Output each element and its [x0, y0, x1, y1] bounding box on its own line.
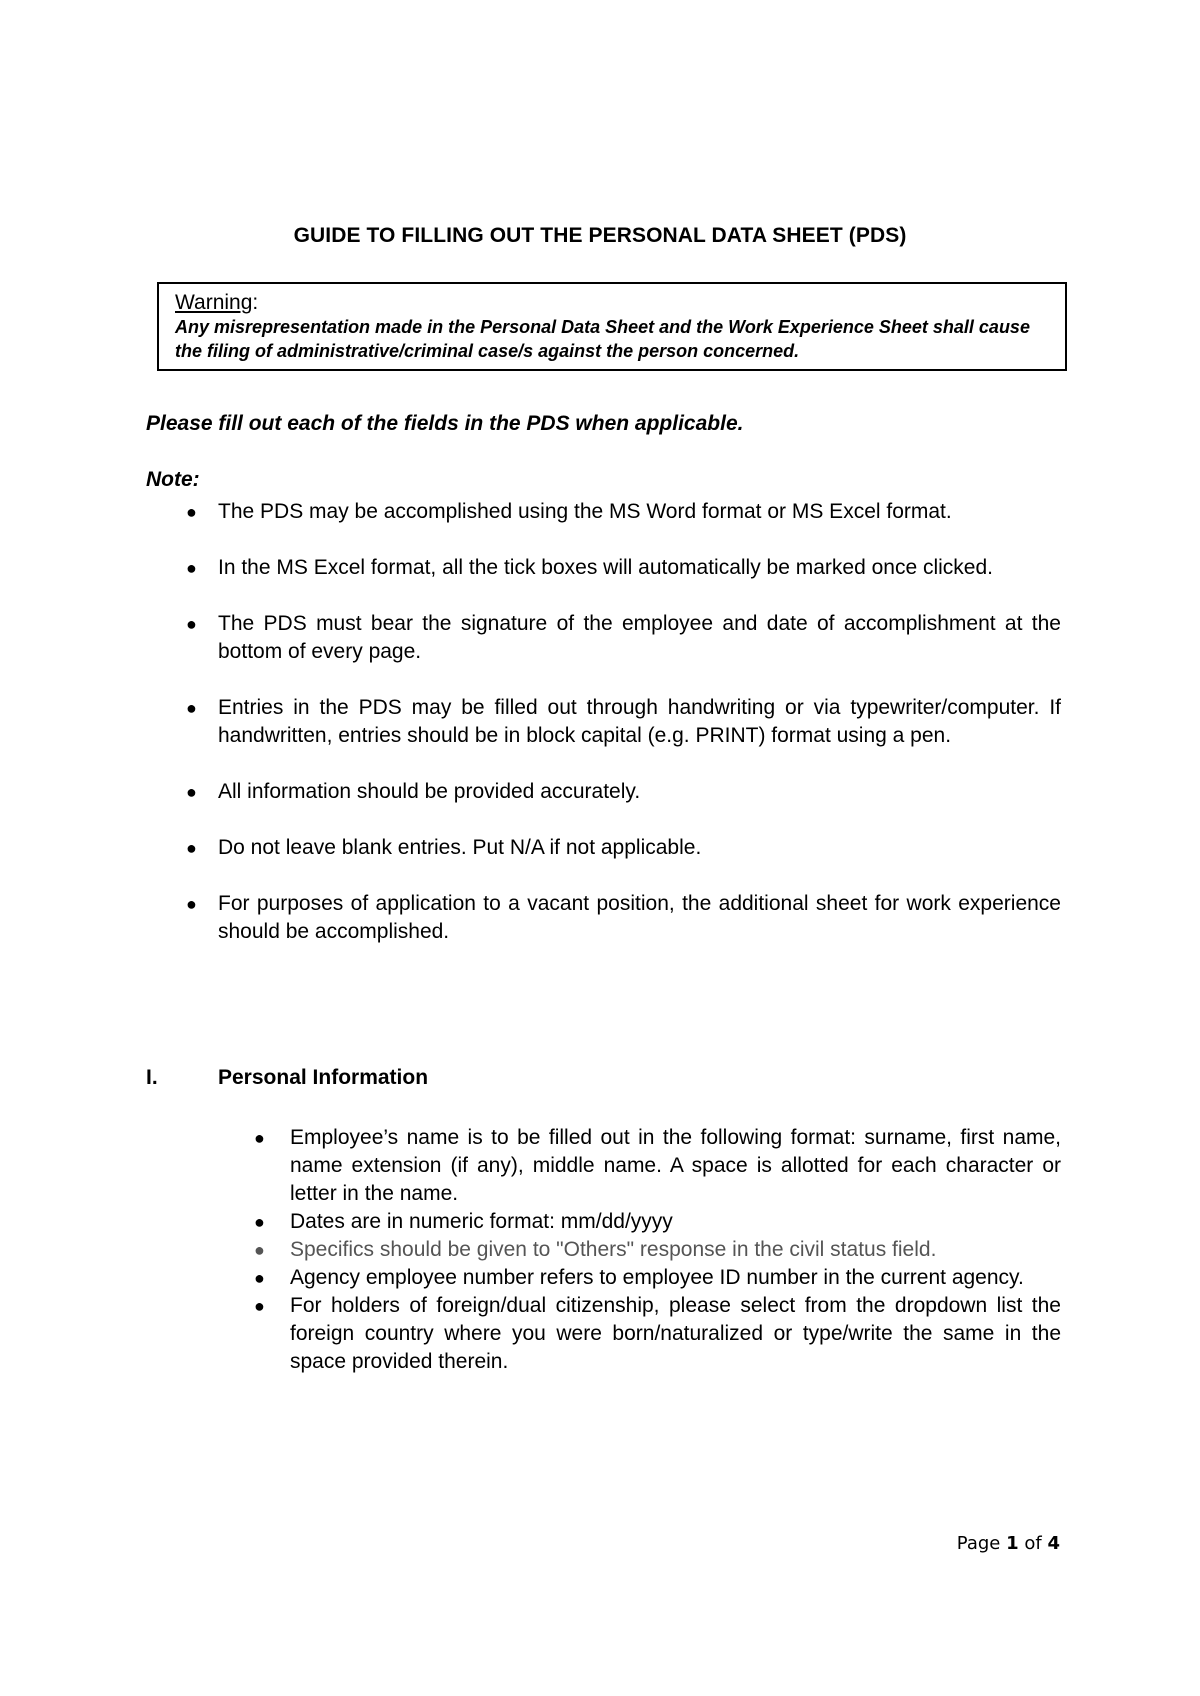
personal-info-item: [254, 1124, 1061, 1208]
lead-instruction: Please fill out each of the fields in the PDS when applicable.: [146, 412, 744, 435]
warning-box: [157, 282, 1067, 371]
note-item: [146, 890, 1061, 946]
bullet-icon: ●: [186, 894, 197, 914]
note-item: [146, 498, 1061, 526]
warning-heading: [175, 290, 1049, 315]
personal-info-item: [254, 1292, 1061, 1376]
warning-heading-colon: :: [252, 291, 259, 314]
note-text: Do not leave blank entries. Put N/A if not applicable.: [218, 836, 702, 859]
personal-info-text: Dates are in numeric format: mm/dd/yyyy: [290, 1210, 673, 1233]
personal-information-list: [254, 1124, 1061, 1376]
note-list: [146, 498, 1061, 974]
bullet-icon: ●: [186, 614, 197, 634]
footer-page-total: 4: [1047, 1533, 1060, 1554]
note-text: In the MS Excel format, all the tick boxes will automatically be marked once clicked.: [218, 556, 993, 579]
bullet-icon: ●: [254, 1212, 265, 1232]
personal-info-text: For holders of foreign/dual citizenship, please select from the dropdown list the foreign country where you were born/naturalized or type/write the same in the space provided therein.: [290, 1294, 1061, 1373]
note-text: Entries in the PDS may be filled out through handwriting or via typewriter/computer. If handwritten, entries should be in block capital (e.g. PRINT) format using a pen.: [218, 696, 1061, 747]
bullet-icon: ●: [186, 698, 197, 718]
personal-info-item: [254, 1236, 1061, 1264]
bullet-icon: ●: [254, 1296, 265, 1316]
bullet-icon: ●: [254, 1240, 265, 1260]
note-item: [146, 778, 1061, 806]
note-text: All information should be provided accurately.: [218, 780, 641, 803]
note-text: The PDS must bear the signature of the employee and date of accomplishment at the bottom of every page.: [218, 612, 1061, 663]
section-number: I.: [146, 1066, 158, 1089]
warning-text: Any misrepresentation made in the Personal Data Sheet and the Work Experience Sheet shall cause the filing of administrative/criminal case/s against the person concerned.: [175, 317, 1030, 361]
footer-of-word: of: [1024, 1533, 1042, 1554]
footer-page-current: 1: [1006, 1533, 1019, 1554]
personal-info-text: Employee’s name is to be filled out in the following format: surname, first name, name extension (if any), middle name. A space is allotted for each character or letter in the name.: [290, 1126, 1061, 1205]
bullet-icon: ●: [254, 1128, 265, 1148]
note-text: The PDS may be accomplished using the MS Word format or MS Excel format.: [218, 500, 952, 523]
section-title: Personal Information: [218, 1066, 429, 1089]
note-item: [146, 694, 1061, 750]
personal-info-item: [254, 1264, 1061, 1292]
bullet-icon: ●: [186, 838, 197, 858]
personal-info-text: Specifics should be given to "Others" response in the civil status field.: [290, 1238, 937, 1261]
bullet-icon: ●: [186, 558, 197, 578]
note-item: [146, 554, 1061, 582]
bullet-icon: ●: [254, 1268, 265, 1288]
page-number-footer: [957, 1533, 1060, 1554]
bullet-icon: ●: [186, 502, 197, 522]
warning-heading-label: Warning: [175, 291, 253, 314]
bullet-icon: ●: [186, 782, 197, 802]
note-label: Note:: [146, 468, 200, 491]
note-text: For purposes of application to a vacant position, the additional sheet for work experience should be accomplished.: [218, 892, 1061, 943]
personal-info-item: [254, 1208, 1061, 1236]
note-item: [146, 834, 1061, 862]
footer-page-word: Page: [956, 1533, 1001, 1554]
document-title: GUIDE TO FILLING OUT THE PERSONAL DATA SHEET (PDS): [293, 224, 907, 247]
note-item: [146, 610, 1061, 666]
personal-info-text: Agency employee number refers to employee ID number in the current agency.: [290, 1266, 1024, 1289]
section-heading-personal-information: [146, 1066, 428, 1090]
